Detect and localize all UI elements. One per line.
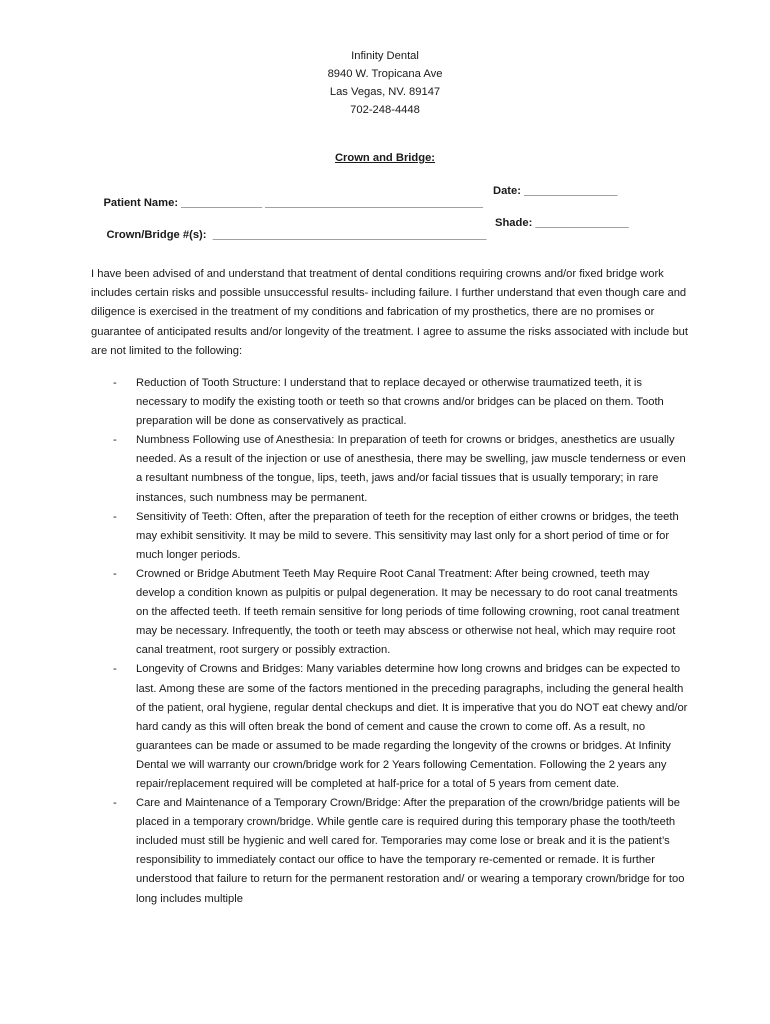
risk-text: Numbness Following use of Anesthesia: In preparation of teeth for crowns or bridges, anesthetics are usually needed. As a result of the injection or use of anesthesia, there may be swelling, jaw muscle tenderness or even a resultant numbness of the tongue, lips, teeth, jaws and/or facial tissues that is usually temporary; in rare instances, such numbness may be permanent. [136, 434, 686, 504]
risk-text: Sensitivity of Teeth: Often, after the preparation of teeth for the reception of either crowns or bridges, the teeth may exhibit sensitivity. It may be mild to severe. This sensitivity may last only for a short period of time or for much longer periods. [136, 510, 679, 561]
bullet-dash: - [113, 377, 117, 389]
risk-item [91, 431, 691, 507]
practice-phone: 702-248-4448 [350, 104, 420, 116]
bullet-dash: - [113, 567, 117, 580]
document-title: Crown and Bridge: [334, 152, 436, 164]
shade-field[interactable]: Shade: _______________ [495, 217, 629, 229]
risk-list [91, 374, 691, 909]
practice-address: 8940 W. Tropicana Ave [327, 68, 443, 80]
bullet-dash: - [113, 510, 117, 523]
risk-text: Care and Maintenance of a Temporary Crown/Bridge: After the preparation of the crown/bridge patients will be placed in a temporary crown/bridge. While gentle care is required during this temporary phase the tooth/teeth included must still be hygienic and well cared for. Temporaries may come lose or break and it is the patient’s responsibility to immediately contact our office to have the temporary re-cemented or remade. It is further understood that failure to return for the permanent restoration and/ or wearing a temporary crown/bridge for too long includes multiple [136, 797, 685, 905]
bullet-dash: - [113, 663, 117, 676]
crown-bridge-field[interactable]: Crown/Bridge #(s): ____________________________________________ [106, 229, 487, 241]
risk-item [91, 374, 691, 431]
practice-name: Infinity Dental [351, 50, 419, 62]
patient-name-field[interactable]: Patient Name: _____________ ___________________________________ [103, 197, 483, 209]
bullet-dash: - [113, 797, 117, 810]
risk-item [91, 660, 691, 794]
practice-city: Las Vegas, NV. 89147 [329, 86, 441, 98]
risk-item [91, 508, 691, 565]
risk-text: Crowned or Bridge Abutment Teeth May Require Root Canal Treatment: After being crowned, teeth may develop a condition known as pulpitis or pulpal degeneration. It may be necessary to do root canal treatments on the affected teeth. If teeth remain sensitive for long periods of time following crowning, root canal treatment may be necessary. Infrequently, the tooth or teeth may abscess or otherwise not heal, which may require root canal treatment, root surgery or possibly extraction. [136, 567, 680, 657]
risk-item [91, 794, 691, 909]
risk-text: Reduction of Tooth Structure: I understand that to replace decayed or otherwise traumatized teeth, it is necessary to modify the existing tooth or teeth so that crowns and/or bridges can be placed on them. Tooth preparation will be done as conservatively as practical. [136, 377, 664, 428]
risk-item [91, 565, 691, 660]
date-field[interactable]: Date: _______________ [493, 185, 618, 197]
risk-text: Longevity of Crowns and Bridges: Many variables determine how long crowns and bridges can be expected to last. Among these are some of the factors mentioned in the preceding paragraphs, including the general health of the patient, oral hygiene, regular dental checkups and diet. It is imperative that you do NOT eat chewy and/or hard candy as this will often break the bond of cement and cause the crown to come off. As a result, no guarantees can be made or assumed to be made regarding the longevity of the crowns or bridges. At Infinity Dental we will warranty our crown/bridge work for 2 Years following Cementation. Following the 2 years any repair/replacement required will be completed at half-price for a total of 5 years from cement date. [136, 663, 688, 790]
crown-shade-row [94, 217, 629, 265]
practice-header [0, 47, 770, 119]
bullet-dash: - [113, 434, 117, 447]
intro-paragraph: I have been advised of and understand that treatment of dental conditions requiring crowns and/or fixed bridge work includes certain risks and possible unsuccessful results- including failure. I further understand that even though care and diligence is exercised in the treatment of my conditions and fabrication of my prosthetics, there are no promises or guarantee of anticipated results and/or longevity of the treatment. I agree to assume the risks associated with include but are not limited to the following: [91, 268, 689, 357]
